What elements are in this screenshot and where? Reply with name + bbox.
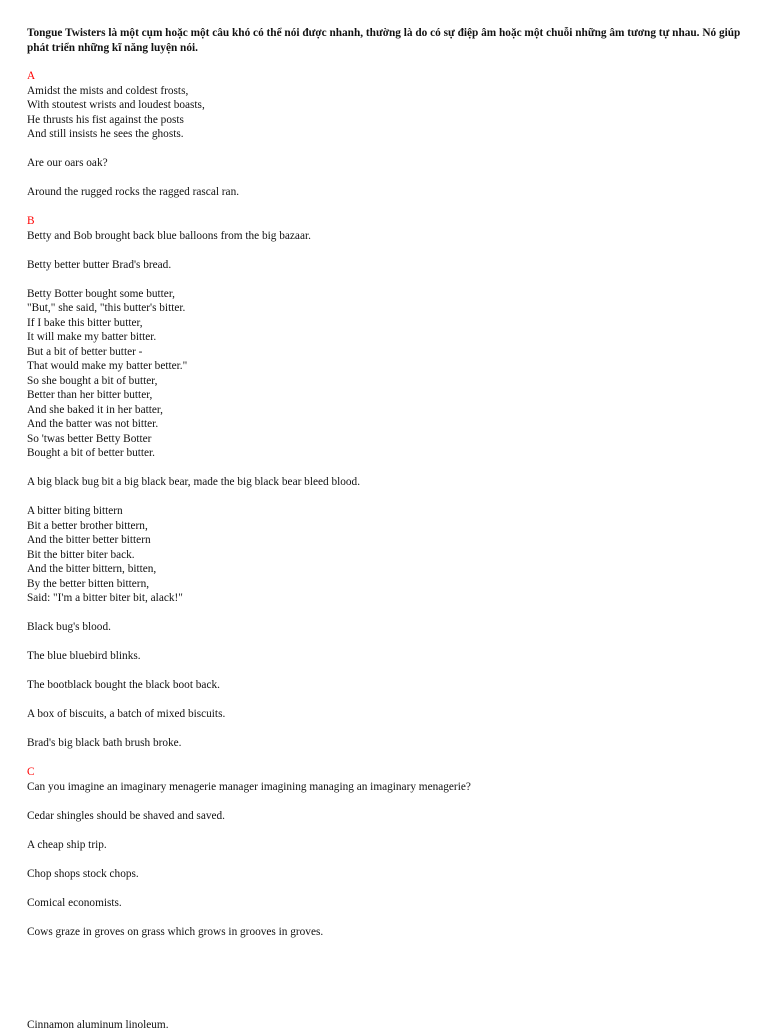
twister-line: The blue bluebird blinks. bbox=[27, 650, 141, 662]
tongue-twister bbox=[27, 620, 742, 635]
section-letter: C bbox=[27, 766, 35, 778]
section-letter: B bbox=[27, 215, 35, 227]
tongue-twister bbox=[27, 867, 742, 882]
cut-off-line: Cinnamon aluminum linoleum. bbox=[27, 1019, 169, 1031]
twister-line: Brad's big black bath brush broke. bbox=[27, 737, 182, 749]
twister-line: Amidst the mists and coldest frosts, bbox=[27, 84, 189, 97]
twister-line: Bit a better brother bittern, bbox=[27, 519, 148, 532]
tongue-twister bbox=[27, 287, 742, 461]
twister-line: A bitter biting bittern bbox=[27, 505, 123, 517]
twister-line: He thrusts his fist against the posts bbox=[27, 113, 184, 126]
twister-line: Are our oars oak? bbox=[27, 157, 108, 169]
twister-line: A box of biscuits, a batch of mixed biscuits. bbox=[27, 708, 226, 720]
twister-line: Bought a bit of better butter. bbox=[27, 447, 156, 459]
tongue-twister bbox=[27, 258, 742, 273]
twister-line: That would make my batter better." bbox=[27, 360, 188, 372]
tongue-twister bbox=[27, 838, 742, 853]
twister-line: Around the rugged rocks the ragged rascal ran. bbox=[27, 186, 240, 198]
twister-line: And the batter was not bitter. bbox=[27, 418, 159, 430]
section-a bbox=[27, 69, 742, 200]
tongue-twister bbox=[27, 229, 742, 244]
twister-line: Comical economists. bbox=[27, 896, 122, 909]
section-c bbox=[27, 765, 742, 939]
twister-line: Said: "I'm a bitter biter bit, alack!" bbox=[27, 592, 183, 604]
tongue-twister bbox=[27, 185, 742, 200]
tongue-twister-sections bbox=[27, 69, 742, 939]
twister-line: Betty Botter bought some butter, bbox=[27, 287, 175, 300]
twister-line: With stoutest wrists and loudest boasts, bbox=[27, 99, 205, 111]
twister-line: And the bitter better bittern bbox=[27, 534, 151, 546]
twister-line: Cedar shingles should be shaved and saved. bbox=[27, 809, 225, 822]
twister-line: Can you imagine an imaginary menagerie manager imagining managing an imaginary menagerie? bbox=[27, 780, 471, 793]
section-b bbox=[27, 214, 742, 751]
section-letter: A bbox=[27, 70, 36, 82]
tongue-twister bbox=[27, 649, 742, 664]
tongue-twister bbox=[27, 475, 742, 490]
twister-line: And still insists he sees the ghosts. bbox=[27, 128, 184, 140]
twister-line: Betty better butter Brad's bread. bbox=[27, 258, 172, 271]
twister-line: Black bug's blood. bbox=[27, 621, 111, 633]
twister-line: "But," she said, "this butter's bitter. bbox=[27, 302, 186, 314]
twister-line: A cheap ship trip. bbox=[27, 838, 107, 851]
twister-line: So she bought a bit of butter, bbox=[27, 374, 158, 387]
tongue-twister bbox=[27, 156, 742, 171]
twister-line: Cows graze in groves on grass which grows in grooves in groves. bbox=[27, 925, 324, 938]
tongue-twister bbox=[27, 736, 742, 751]
tongue-twister bbox=[27, 809, 742, 824]
twister-line: But a bit of better butter - bbox=[27, 345, 143, 358]
tongue-twister bbox=[27, 84, 742, 142]
tongue-twister bbox=[27, 925, 742, 940]
twister-line: Better than her bitter butter, bbox=[27, 389, 153, 401]
twister-line: And the bitter bittern, bitten, bbox=[27, 563, 157, 575]
twister-line: So 'twas better Betty Botter bbox=[27, 432, 152, 445]
tongue-twister bbox=[27, 780, 742, 795]
twister-line: Betty and Bob brought back blue balloons from the big bazaar. bbox=[27, 229, 311, 242]
twister-line: A big black bug bit a big black bear, made the big black bear bleed blood. bbox=[27, 476, 361, 488]
twister-line: Chop shops stock chops. bbox=[27, 867, 139, 880]
twister-line: Bit the bitter biter back. bbox=[27, 548, 135, 561]
twister-line: And she baked it in her batter, bbox=[27, 403, 164, 416]
twister-line: If I bake this bitter butter, bbox=[27, 316, 143, 329]
twister-line: It will make my batter bitter. bbox=[27, 331, 157, 343]
tongue-twister bbox=[27, 707, 742, 722]
tongue-twister bbox=[27, 678, 742, 693]
tongue-twister bbox=[27, 504, 742, 606]
twister-line: The bootblack bought the black boot back. bbox=[27, 679, 220, 691]
intro-paragraph: Tongue Twisters là một cụm hoặc một câu khó có thể nói được nhanh, thường là do có sự điệp âm hoặc một chuỗi những âm tương tự nhau. Nó giúp phát triển những kĩ năng luyện nói. bbox=[27, 27, 741, 54]
tongue-twister bbox=[27, 896, 742, 911]
twister-line: By the better bitten bittern, bbox=[27, 577, 150, 590]
